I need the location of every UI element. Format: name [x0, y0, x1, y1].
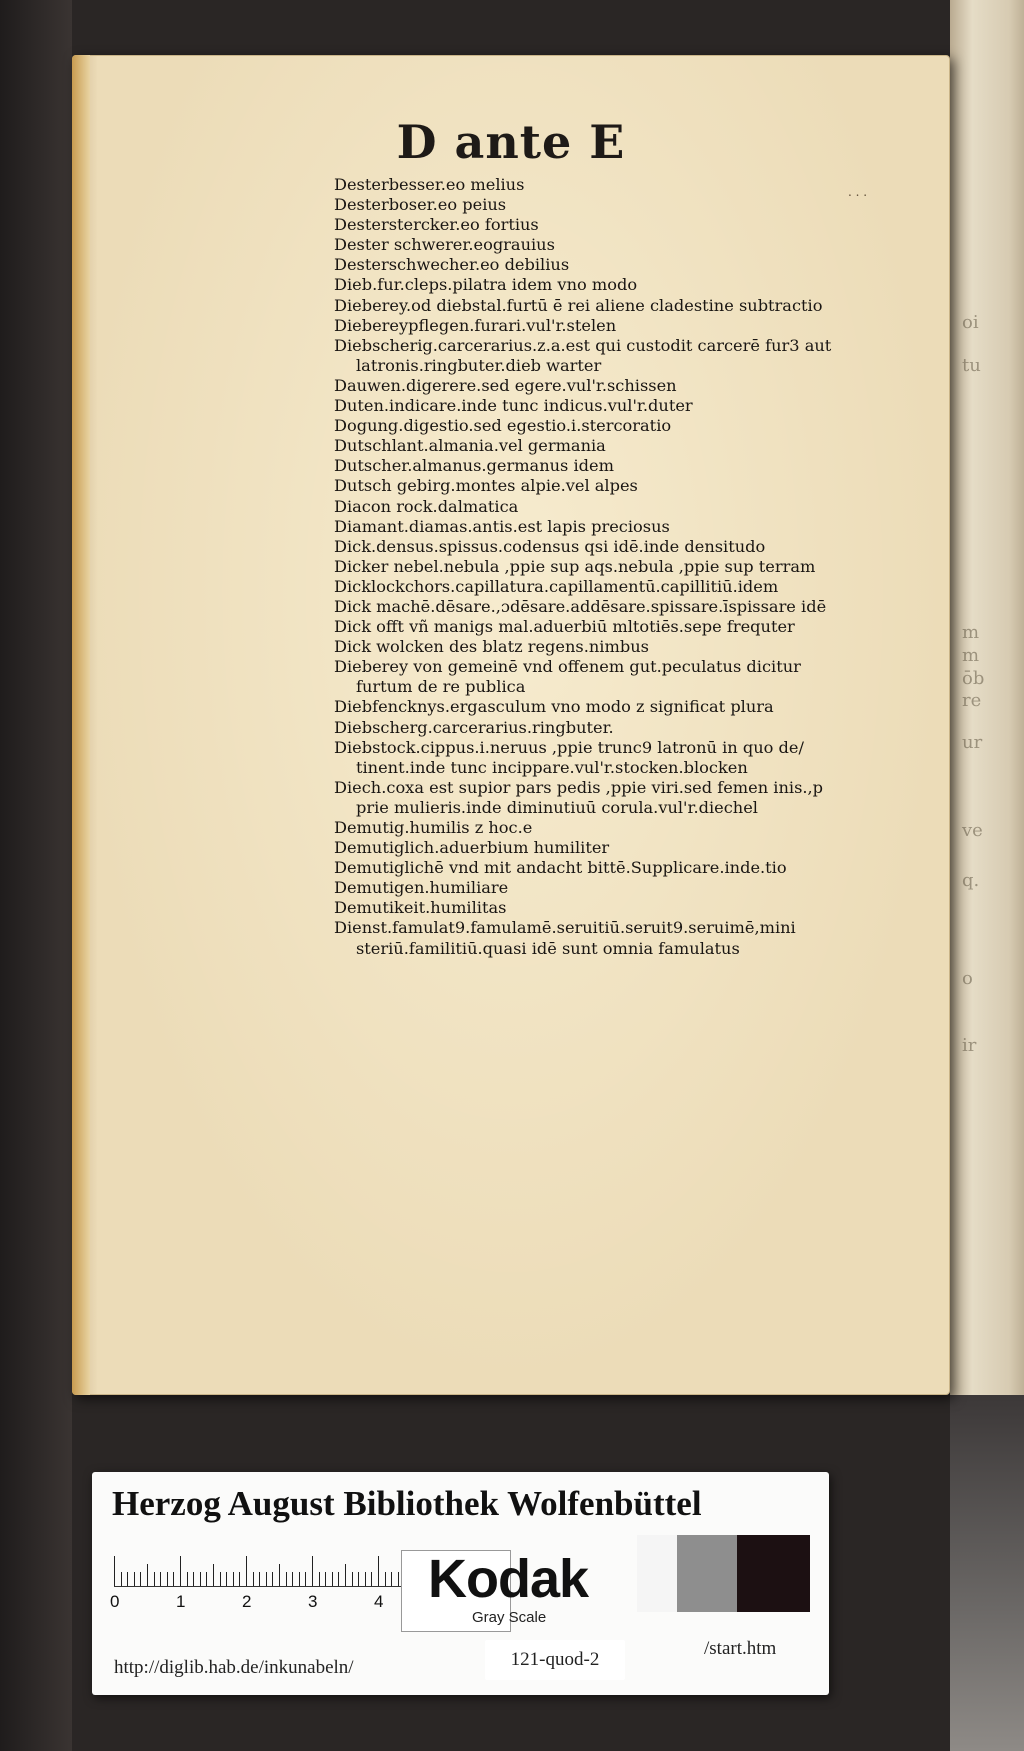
- ruler-tick: [312, 1556, 313, 1586]
- text-line: tinent.inde tunc incippare.vul'r.stocken.blocken: [356, 757, 748, 777]
- color-calibration-card: [92, 1472, 829, 1695]
- text-line: Desterboser.eo peius: [334, 195, 507, 215]
- text-line: Dutschlant.almania.vel germania: [334, 436, 606, 456]
- ruler-tick: [140, 1572, 141, 1586]
- ruler-number: 3: [308, 1592, 318, 1611]
- ruler-number: 2: [242, 1592, 252, 1611]
- url-base: http://diglib.hab.de/inkunabeln/: [114, 1657, 354, 1678]
- ruler-tick: [332, 1572, 333, 1586]
- ruler-tick: [160, 1572, 161, 1586]
- facing-fragment: o: [962, 968, 973, 989]
- text-line: Demutiglichē vnd mit andacht bittē.Supplicare.inde.tio: [334, 858, 787, 878]
- url-item-id: 121-quod-2: [485, 1640, 625, 1680]
- facing-fragment: ur: [962, 732, 983, 753]
- text-line: Dienst.famulat9.famulamē.seruitiū.seruit9.seruimē,mini: [334, 918, 796, 938]
- ruler-tick: [259, 1572, 260, 1586]
- ruler-number: 4: [374, 1592, 384, 1611]
- ruler-tick: [325, 1572, 326, 1586]
- text-line: Diech.coxa est supior pars pedis ,ppie viri.sed femen inis.,p: [334, 777, 824, 797]
- text-line: Dicker nebel.nebula ,ppie sup aqs.nebula ,ppie sup terram: [334, 556, 816, 576]
- facing-page-shadow: [950, 1395, 1024, 1751]
- ruler-tick: [378, 1556, 379, 1586]
- facing-fragment: tu: [962, 355, 981, 376]
- ruler-tick: [134, 1572, 135, 1586]
- institution-name: Herzog August Bibliothek Wolfenbüttel: [112, 1484, 702, 1523]
- ruler-tick: [391, 1572, 392, 1586]
- ruler-tick: [305, 1572, 306, 1586]
- url-suffix: /start.htm: [704, 1638, 777, 1659]
- kodak-logo: Kodak: [428, 1549, 589, 1609]
- page-title: D ante E: [396, 115, 626, 169]
- text-line: Desterschwecher.eo debilius: [334, 255, 570, 275]
- text-line: Diebscherg.carcerarius.ringbuter.: [334, 717, 614, 737]
- black-swatch: [737, 1535, 810, 1612]
- text-line: Diamant.diamas.antis.est lapis preciosus: [334, 516, 670, 536]
- text-line: Diebscherig.carcerarius.z.a.est qui custodit carcerē fur3 aut: [334, 335, 832, 355]
- gray-swatch: [677, 1535, 737, 1612]
- facing-fragment: ve: [962, 820, 983, 841]
- ruler-tick: [371, 1572, 372, 1586]
- page-edge: [72, 55, 90, 1395]
- text-line: furtum de re publica: [356, 677, 526, 697]
- ruler-tick: [286, 1572, 287, 1586]
- text-line: Dick offt vñ manigs mal.aduerbiū mltotiēs.sepe frequter: [334, 617, 795, 637]
- text-line: Demutiglich.aduerbium humiliter: [334, 838, 610, 858]
- text-line: Dauwen.digerere.sed egere.vul'r.schissen: [334, 375, 677, 395]
- facing-fragment: q.: [962, 870, 980, 891]
- text-line: Diebereypflegen.furari.vul'r.stelen: [334, 315, 617, 335]
- ruler-tick: [226, 1572, 227, 1586]
- facing-fragment: oi: [962, 312, 979, 333]
- text-line: Dick.densus.spissus.codensus qsi idē.inde densitudo: [334, 536, 766, 556]
- text-line: Dogung.digestio.sed egestio.i.stercoratio: [334, 416, 672, 436]
- facing-fragment: ir: [962, 1035, 977, 1056]
- ruler-tick: [319, 1572, 320, 1586]
- text-line: Dicklockchors.capillatura.capillamentū.capillitiū.idem: [334, 576, 779, 596]
- ruler-tick: [253, 1572, 254, 1586]
- text-line: Diebstock.cippus.i.neruus ,ppie trunc9 latronū in quo de/: [334, 737, 804, 757]
- ruler-tick: [365, 1572, 366, 1586]
- ruler-tick: [173, 1572, 174, 1586]
- ruler-tick: [338, 1572, 339, 1586]
- ruler-tick: [398, 1572, 399, 1586]
- text-line: Demutikeit.humilitas: [334, 898, 507, 918]
- text-line: prie mulieris.inde diminutiuū corula.vul'r.diechel: [356, 797, 758, 817]
- ruler-tick: [154, 1572, 155, 1586]
- ruler-tick: [345, 1564, 346, 1586]
- gray-scale-label: Gray Scale: [472, 1609, 547, 1626]
- ruler-tick: [167, 1572, 168, 1586]
- text-line: Dick machē.dēsare.,ɔdēsare.addēsare.spissare.īspissare idē: [334, 596, 827, 616]
- ruler-tick: [266, 1572, 267, 1586]
- backdrop: [0, 0, 72, 1751]
- text-line: Dick wolcken des blatz regens.nimbus: [334, 637, 649, 657]
- ruler-tick: [220, 1572, 221, 1586]
- facing-fragment: m: [962, 622, 980, 643]
- ruler-tick: [272, 1572, 273, 1586]
- ruler-tick: [239, 1572, 240, 1586]
- ruler-tick: [127, 1572, 128, 1586]
- text-line: Demutigen.humiliare: [334, 878, 509, 898]
- text-line: Diacon rock.dalmatica: [334, 496, 519, 516]
- ruler-tick: [385, 1572, 386, 1586]
- ruler-tick: [299, 1572, 300, 1586]
- ruler-tick: [193, 1572, 194, 1586]
- ruler-tick: [352, 1572, 353, 1586]
- white-swatch: [637, 1535, 677, 1612]
- text-line: Dutscher.almanus.germanus idem: [334, 456, 614, 476]
- ruler-tick: [233, 1572, 234, 1586]
- measurement-ruler: [110, 1552, 417, 1612]
- ruler-tick: [200, 1572, 201, 1586]
- text-line: Demutig.humilis z hoc.e: [334, 818, 533, 837]
- ruler-tick: [121, 1572, 122, 1586]
- ruler-tick: [114, 1556, 115, 1586]
- ruler-number: 1: [176, 1592, 186, 1611]
- text-line: Duten.indicare.inde tunc indicus.vul'r.duter: [334, 396, 693, 416]
- facing-fragment: ōb: [962, 668, 985, 689]
- text-line: Desterstercker.eo fortius: [334, 215, 539, 235]
- margin-mark: . . .: [848, 185, 868, 199]
- ruler-tick: [213, 1564, 214, 1586]
- ruler-number: 0: [110, 1592, 120, 1611]
- text-line: Dieberey von gemeinē vnd offenem gut.peculatus dicitur: [334, 657, 801, 677]
- facing-fragment: re: [962, 690, 982, 711]
- text-line: steriū.familitiū.quasi idē sunt omnia famulatus: [356, 938, 740, 958]
- ruler-tick: [147, 1564, 148, 1586]
- text-line: Dieberey.od diebstal.furtū ē rei aliene cladestine subtractio: [334, 295, 823, 315]
- dictionary-text: [334, 175, 894, 959]
- text-line: Desterbesser.eo melius: [334, 175, 525, 194]
- ruler-tick: [279, 1564, 280, 1586]
- ruler-baseline: [114, 1586, 417, 1587]
- text-line: latronis.ringbuter.dieb warter: [356, 355, 602, 375]
- text-line: Dester schwerer.eograuius: [334, 235, 555, 255]
- ruler-tick: [206, 1572, 207, 1586]
- facing-fragment: m: [962, 645, 980, 666]
- ruler-tick: [180, 1556, 181, 1586]
- ruler-tick: [292, 1572, 293, 1586]
- ruler-tick: [358, 1572, 359, 1586]
- text-line: Diebfencknys.ergasculum vno modo z significat plura: [334, 697, 774, 717]
- ruler-tick: [246, 1556, 247, 1586]
- text-line: Dieb.fur.cleps.pilatra idem vno modo: [334, 275, 638, 295]
- book-page: [72, 55, 950, 1395]
- ruler-tick: [187, 1572, 188, 1586]
- text-line: Dutsch gebirg.montes alpie.vel alpes: [334, 476, 638, 496]
